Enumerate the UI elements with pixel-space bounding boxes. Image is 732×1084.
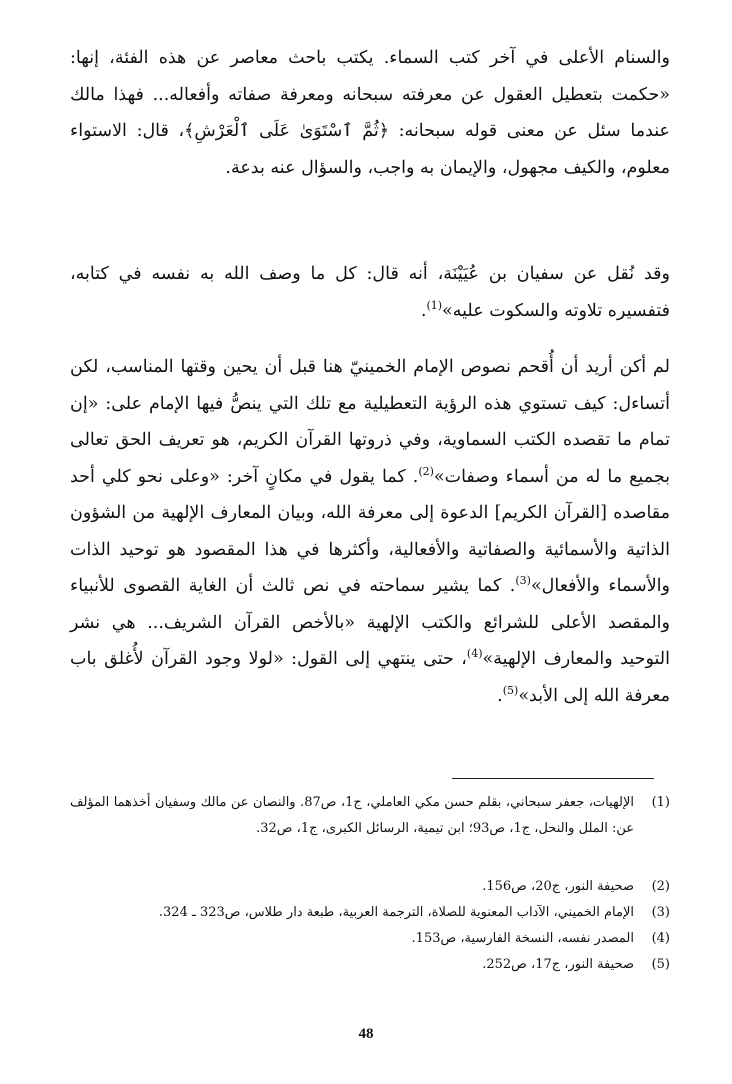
footnote-number: (1) [651, 795, 670, 810]
body-paragraph-2: وقد نُقل عن سفيان بن عُيَيْنَة، أنه قال: كل ما وصف الله به نفسه في كتابه، فتفسيره تلاوته والسكوت عليه»$^{(1)}$. [70, 264, 670, 321]
body-paragraph-3 [70, 349, 670, 714]
footnote-marker-5: (5) [502, 683, 519, 697]
footnote-number: (2) [651, 879, 670, 894]
footnote-marker-4: (4) [466, 647, 483, 661]
footnote-separator [452, 778, 654, 779]
footnote-item [70, 790, 670, 841]
footnote-marker-3: (3) [515, 574, 531, 588]
paragraph-text: ، حتى ينتهي إلى القول: «لولا وجود القرآن لأُغلق باب معرفة الله إلى الأبد» [70, 649, 670, 706]
paragraph-text: . كما يقول في مكانٍ آخر: «وعلى نحو كلي أحد مقاصده [القرآن الكريم] الدعوة إلى معرفة الله، وبيان المعارف الإلهية من الشؤون الذاتية والأسمائية والصفاتية والأفعالية، وأكثرها في هذا المقصود هو توحيد الذات والأسماء والأفعال» [70, 466, 670, 596]
footnote-marker-2: (2) [418, 464, 434, 478]
page-number: 48 [358, 1026, 374, 1042]
paragraph-text: . كما يشير سماحته في نص ثالث أن الغاية القصوى للأنبياء والمقصد الأعلى للشرائع والكتب الإلهية «بالأخص القرآن الشريف... هي نشر التوحيد والمعارف الإلهية» [70, 576, 670, 669]
footnote-item [70, 874, 670, 900]
footnote-number: (4) [651, 931, 670, 946]
body-paragraph-1 [70, 40, 670, 186]
footnote-marker-1: (1) [426, 298, 443, 312]
footnote-item [70, 926, 670, 952]
footnote-number: (5) [651, 957, 670, 972]
footnote-text: صحيفة النور، ج17، ص252. [482, 957, 634, 972]
footnote-text: الإمام الخميني، الآداب المعنوية للصلاة، الترجمة العربية، طبعة دار طلاس، ص323 ـ 324. [158, 905, 634, 920]
footnote-text: صحيفة النور، ج20، ص156. [482, 879, 634, 894]
paragraph-text: والسنام الأعلى في آخر كتب السماء. يكتب باحث معاصر عن هذه الفئة، إنها: «حكمت بتعطيل العقول عن معرفته سبحانه ومعرفة صفاته وأفعاله... فهذا مالك عندما سئل عن معنى قوله سبحانه: ﴿ثُمَّ ٱسْتَوَىٰ عَلَى ٱلْعَرْشِ﴾، قال: الاستواء معلوم، والكيف مجهول، والإيمان به واجب، والسؤال عنه بدعة. [70, 48, 670, 178]
footnote-item [70, 900, 670, 926]
footnote-text: الإلهيات، جعفر سبحاني، بقلم حسن مكي العاملي، ج1، ص87. والنصان عن مالك وسفيان أخذهما المؤلف عن: الملل والنحل، ج1، ص93؛ ابن تيمية، الرسائل الكبرى، ج1، ص32. [70, 795, 634, 836]
paragraph-text: وقد نُقل عن سفيان بن عُيَيْنَة، أنه قال: كل ما وصف الله به نفسه في كتابه، فتفسيره تلاوته والسكوت عليه» [70, 264, 670, 321]
footnote-item [70, 952, 670, 978]
footnote-number: (3) [651, 905, 670, 920]
paragraph-text: . [497, 685, 503, 706]
footnote-text: المصدر نفسه، النسخة الفارسية، ص153. [411, 931, 634, 946]
paragraph-text: لم أكن أريد أن أُقحم نصوص الإمام الخمينيّ هنا قبل أن يحين وقتها المناسب، لكن أتساءل: كيف تستوي هذه الرؤية التعطيلية مع تلك التي ينصُّ فيها الإمام على: «إن تمام ما تقصده الكتب السماوية، وفي ذروتها القرآن الكريم، هو تعريف الحق تعالى بجميع ما له من أسماء وصفات» [70, 357, 670, 487]
